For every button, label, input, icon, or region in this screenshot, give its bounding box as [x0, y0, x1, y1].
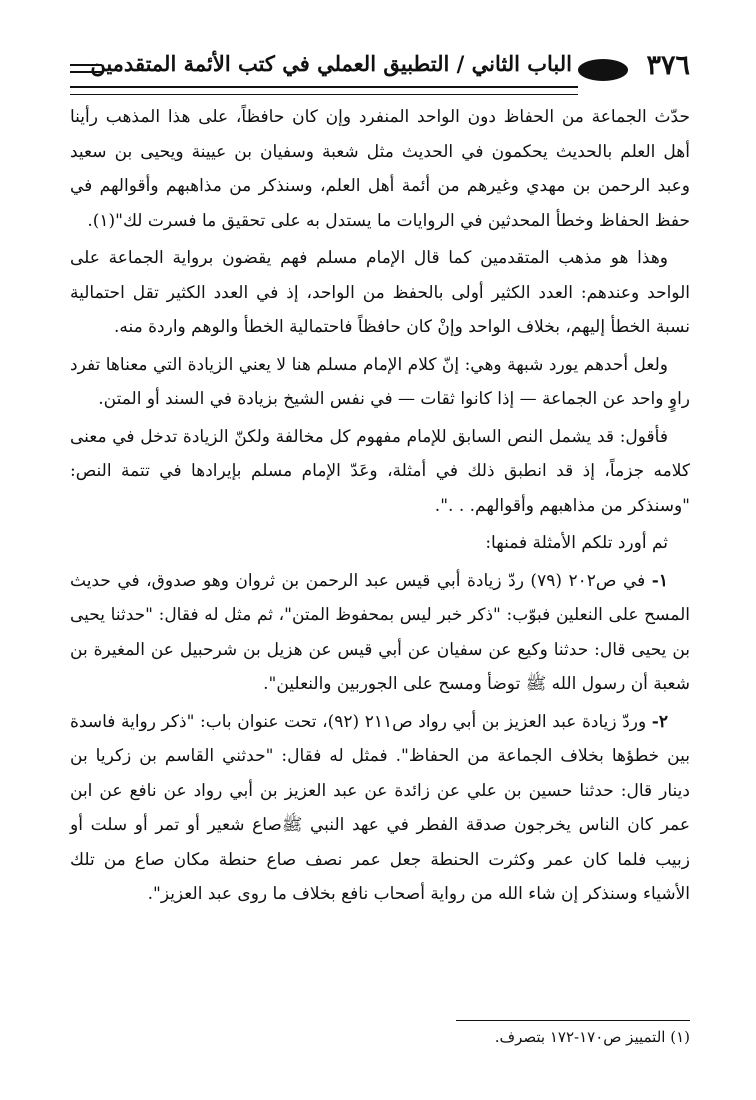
page-header [70, 48, 690, 92]
item-text: وردّ زيادة عبد العزيز بن أبي رواد ص٢١١ (٩٢)، تحت عنوان باب: "ذكر رواية فاسدة بين خطؤها بخلاف الجماعة من الحفاظ". فمثل له فقال: "حدثني القاسم بن زكريا بن دينار قال: حدثنا حسين بن علي عن زائدة عن عبد العزيز بن أبي رواد عن نافع عن ابن عمر كان الناس يخرجون صدقة الفطر في عهد النبي ﷺصاع شعير أو تمر أو سلت أو زبيب فلما كان عمر وكثرت الحنطة جعل عمر نصف صاع حنطة مكان صاع من تلك الأشياء وسنذكر إن شاء الله من رواية أصحاب نافع بخلاف ما روى عبد العزيز". [70, 711, 691, 904]
header-ornament [578, 59, 628, 81]
paragraph: ثم أورد تلكم الأمثلة فمنها: [485, 533, 668, 553]
item-number: ١- [651, 570, 668, 591]
item-text: في ص٢٠٢ (٧٩) ردّ زيادة أبي قيس عبد الرحمن بن ثروان وهو صدوق، في حديث المسح على النعلين فبوّب: "ذكر خبر ليس بمحفوظ المتن"، ثم مثل له فقال: "حدثنا يحيى بن يحيى قال: حدثنا وكيع عن سفيان عن أبي قيس عن هزيل بن شرحبيل عن المغيرة بن شعبة أن رسول الله ﷺ توضأ ومسح على الجوربين والنعلين". [70, 570, 690, 694]
body-text [70, 100, 690, 915]
item-number: ٢- [651, 711, 668, 732]
header-end-mark [70, 64, 102, 73]
numbered-paragraph [70, 564, 690, 702]
chapter-title: الباب الثاني / التطبيق العملي في كتب الأئمة المتقدمين [90, 51, 572, 76]
footnote: (١) التمييز ص١٧٠-١٧٢ بتصرف. [494, 1028, 690, 1046]
paragraph: ولعل أحدهم يورد شبهة وهي: إنّ كلام الإمام مسلم هنا لا يعني الزيادة التي معناها تفرد راوٍ واحد عن الجماعة — إذا كانوا ثقات — في نفس الشيخ بزيادة في السند أو المتن. [70, 354, 690, 409]
footnote-separator [456, 1020, 690, 1021]
paragraph: وهذا هو مذهب المتقدمين كما قال الإمام مسلم فهم يقضون برواية الجماعة على الواحد وعندهم: العدد الكثير أولى بالحفظ من الواحد، إذ في العدد الكثير تقل احتمالية نسبة الخطأ إليهم، بخلاف الواحد وإنْ كان حافظاً فاحتمالية الخطأ والوهم واردة منه. [70, 248, 690, 337]
paragraph: فأقول: قد يشمل النص السابق للإمام مفهوم كل مخالفة ولكنّ الزيادة تدخل في معنى كلامه جزماً، إذ قد انطبق ذلك في أمثلة، وعَدّ الإمام مسلم بإيرادها في تتمة النص: "وسنذكر من مذاهبهم وأقوالهم. . .". [70, 426, 690, 516]
page-number: ٣٧٦ [646, 50, 690, 81]
header-rule [70, 86, 578, 95]
paragraph: حدّث الجماعة من الحفاظ دون الواحد المنفرد وإن كان حافظاً، على هذا المذهب رأينا أهل العلم بالحديث يحكمون في الحديث مثل شعبة وسفيان بن عيينة ويحيى بن سعيد وعبد الرحمن بن مهدي وغيرهم من أئمة أهل العلم، وسنذكر من مذاهبهم وأقوالهم في حفظ الحفاظ وخطأ المحدثين في الروايات ما يستدل به على تحقيق ما فسرت لك"(١). [70, 107, 690, 231]
numbered-paragraph [70, 705, 690, 912]
